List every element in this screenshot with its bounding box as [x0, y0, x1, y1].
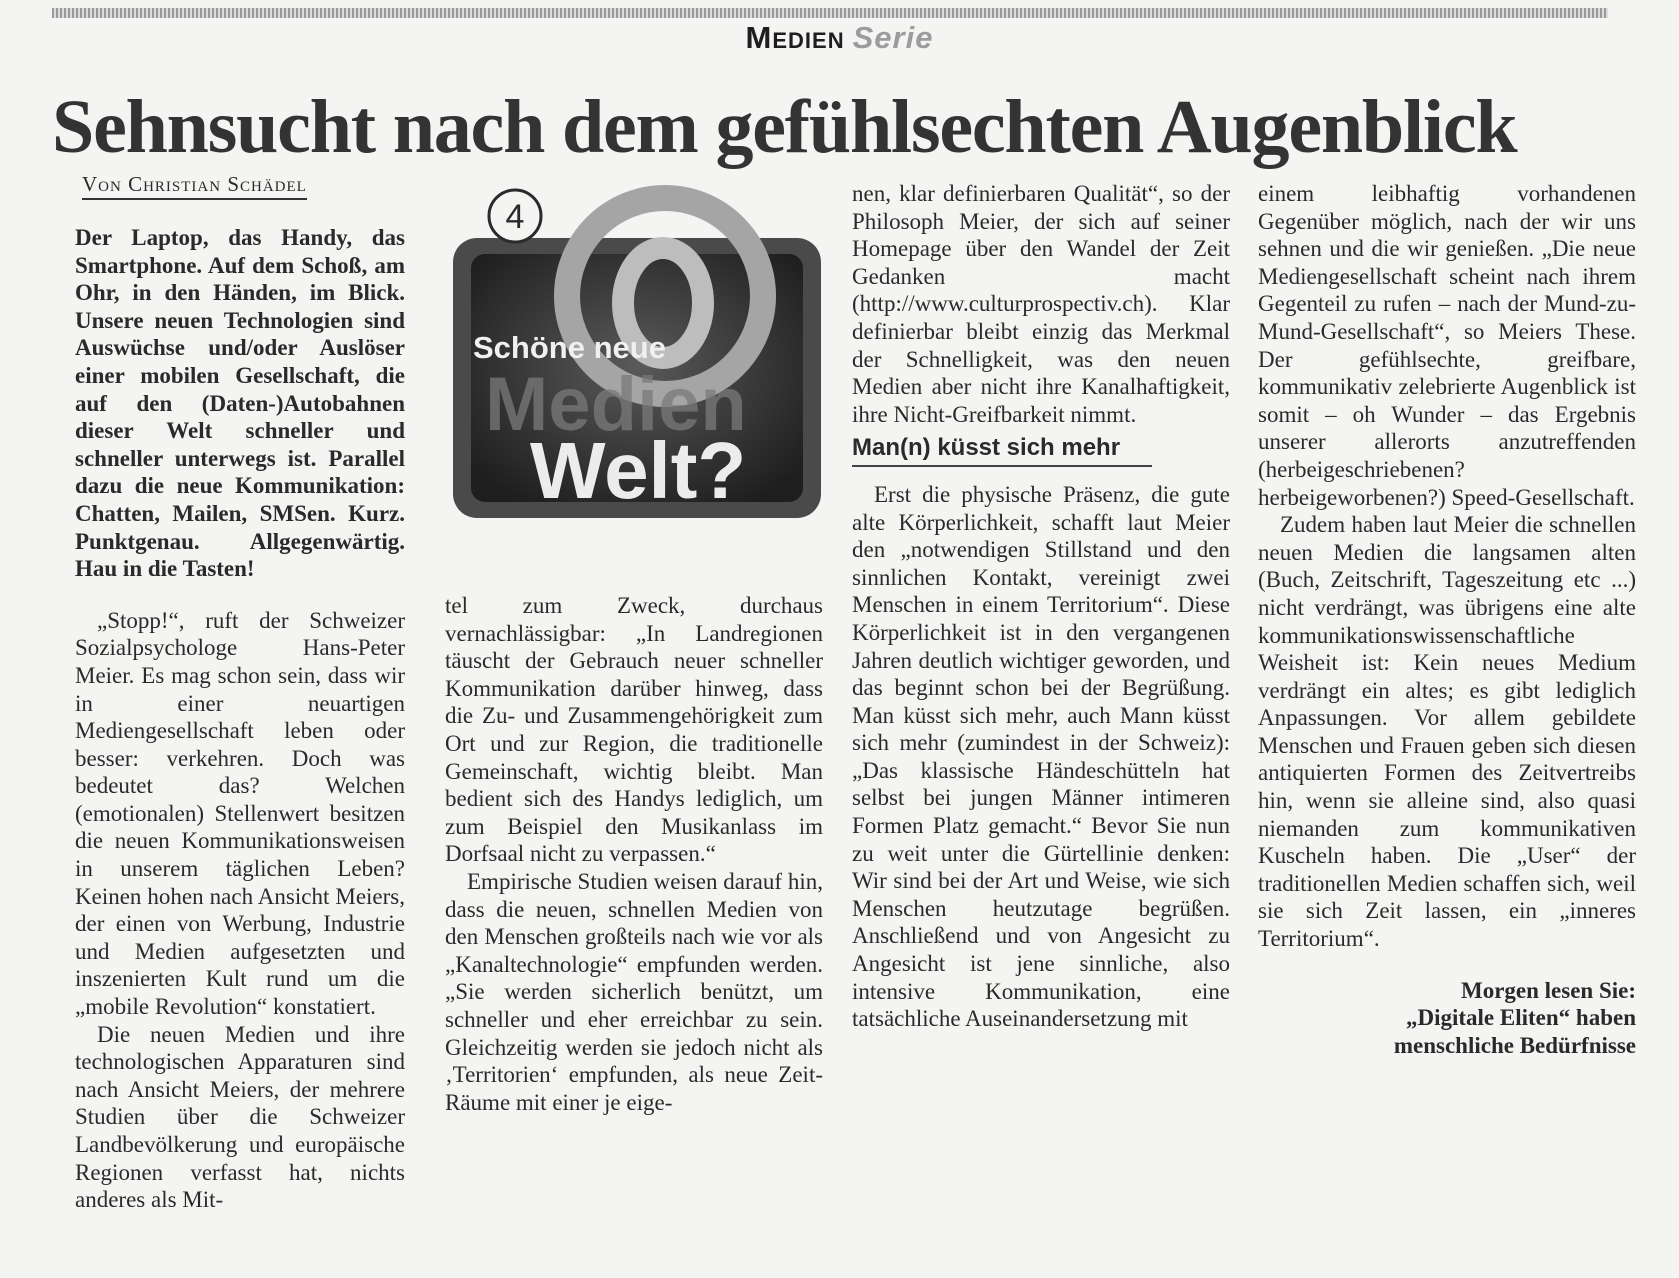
col4-paragraph-1: einem leibhaftig vorhandenen Gegenüber möglich, nach der wir uns sehnen und die wir genießen. „Die neue Mediengesellschaft scheint nach ihrem Gegenteil zu rufen – nach der Mund-zu-Mund-Gesellschaft“, so Meiers These. Der gefühlsechte, greifbare, kommunikativ zelebrierte Augenblick ist somit – oh Wunder – das Ergebnis unserer allerorts anzutreffenden (herbeigeschriebenen? herbeigeworbenen?) Speed-Gesellschaft. — [1258, 181, 1636, 510]
teaser-line-1: Morgen lesen Sie: — [1460, 977, 1636, 1003]
col4-paragraph-2: Zudem haben laut Meier die schnellen neuen Medien die langsamen alten (Buch, Zeitschrift, Tageszeitung etc ...) nicht verdrängt, was übrigens eine alte kommunikationswissenschaftliche Weisheit ist: Kein neues Medium verdrängt ein altes; es gibt lediglich Anpassungen. Vor allem gebildete Menschen und Frauen geben sich diesen antiquierten Formen des Zeitvertreibs hin, wenn sie alleine sind, also quasi niemanden zum kommunikativen Kuscheln haben. Die „User“ der traditionellen Medien schaffen sich, weil sie sich Zeit lassen, ein „inneres Territorium“. — [1258, 512, 1636, 952]
col2-paragraph-1: tel zum Zweck, durchaus vernachlässigbar: „In Landregionen täuscht der Gebrauch neuer schneller Kommunikation darüber hinweg, dass die Zu- und Zusammengehörigkeit zum Ort und zur Region, die traditionelle Gemeinschaft, wichtig bleibt. Man bedient sich des Handys lediglich, um zum Beispiel den Musikanlass im Dorfsaal nicht zu verpassen.“ — [445, 593, 823, 867]
lead-text: Der Laptop, das Handy, das Smartphone. Auf dem Schoß, am Ohr, in den Händen, im Blick. Unsere neuen Technologien sind Auswüchse und/oder Auslöser einer mobilen Gesellschaft, die auf den (Daten-)Autobahnen dieser Welt schneller und schneller unterwegs ist. Parallel dazu die neue Kommunikation: Chatten, Mailen, SMSen. Kurz. Punktgenau. Allgegenwärtig. Hau in die Tasten! — [75, 225, 405, 582]
col2-paragraph-2: Empirische Studien weisen darauf hin, dass die neuen, schnellen Medien von den Menschen großteils nach wie vor als „Kanaltechnologie“ empfunden werden. „Sie werden sicherlich benützt, um schneller und eher erreichbar zu sein. Gleichzeitig werden sie jedoch nicht als ‚Territorien‘ empfunden, als neue Zeit-Räume mit einer je eige- — [445, 868, 823, 1115]
tv-at-sign-graphic — [445, 178, 830, 543]
col1-paragraph-2: Die neuen Medien und ihre technologischen Apparaturen sind nach Ansicht Meiers, der mehrere Studien über die Schweizer Landbevölkerung und europäische Regionen verfasst hat, nichts anderes als Mit- — [75, 1021, 405, 1213]
subheading: Man(n) küsst sich mehr — [852, 434, 1152, 467]
byline: Von Christian Schädel — [82, 172, 307, 200]
lead-paragraph — [75, 224, 405, 583]
series-number: 4 — [505, 198, 525, 236]
column-1 — [75, 224, 405, 1214]
top-rule — [52, 8, 1608, 18]
graphic-line-2: Medien — [485, 362, 747, 447]
teaser-line-2: „Digitale Eliten“ haben — [1405, 1005, 1636, 1031]
column-3 — [852, 180, 1230, 1033]
kicker-serie: Serie — [852, 20, 934, 55]
col3-paragraph-2: Erst die physische Präsenz, die gute alte Körperlichkeit, schafft laut Meier den „notwendigen Stillstand und den sinnlichen Kontakt, vereinigt zwei Menschen in einem Territorium“. Diese Körperlichkeit ist in den vergangenen Jahren deutlich wichtiger geworden, und das beginnt schon bei der Begrüßung. Man küsst sich mehr, auch Mann küsst sich mehr (zumindest in der Schweiz): „Das klassische Händeschütteln hat selbst bei jungen Männer intimeren Formen Platz gemacht.“ Bevor Sie nun zu weit unter die Gürtellinie denken: Wir sind bei der Art und Weise, wie sich Menschen heutzutage begrüßen. Anschließend und von Angesicht zu Angesicht ist jene sinnliche, also intensive Kommunikation, eine tatsächliche Auseinandersetzung mit — [852, 481, 1230, 1032]
teaser-line-3: menschliche Bedürfnisse — [1393, 1032, 1636, 1058]
kicker-medien: Medien — [745, 20, 845, 55]
headline: Sehnsucht nach dem gefühlsechten Augenblick — [52, 85, 1517, 169]
graphic-line-3: Welt? — [530, 426, 747, 515]
column-4 — [1258, 180, 1636, 1059]
col3-paragraph-1: nen, klar definierbaren Qualität“, so der Philosoph Meier, der sich auf seiner Homepage über den Wandel der Zeit Gedanken macht (http://www.culturprospectiv.ch). Klar definierbar bleibt einzig das Merkmal der Schnelligkeit, was den neuen Medien aber nicht ihre Kanalhaftigkeit, ihre Nicht-Greifbarkeit nimmt. — [852, 181, 1230, 427]
series-graphic — [445, 178, 830, 543]
col1-paragraph-1: „Stopp!“, ruft der Schweizer Sozialpsychologe Hans-Peter Meier. Es mag schon sein, dass wir in einer neuartigen Mediengesellschaft leben oder besser: verkehren. Doch was bedeutet das? Welchen (emotionalen) Stellenwert besitzen die neuen Kommunikationsweisen in unserem täglichen Leben? Keinen hohen nach Ansicht Meiers, der einen von Werbung, Industrie und Medien aufgesetzten und inszenierten Kult rund um die „mobile Revolution“ konstatiert. — [75, 607, 405, 1020]
graphic-line-1: Schöne neue — [473, 330, 666, 365]
column-2 — [445, 592, 823, 1116]
series-kicker — [0, 20, 1679, 56]
next-episode-teaser — [1258, 977, 1636, 1060]
